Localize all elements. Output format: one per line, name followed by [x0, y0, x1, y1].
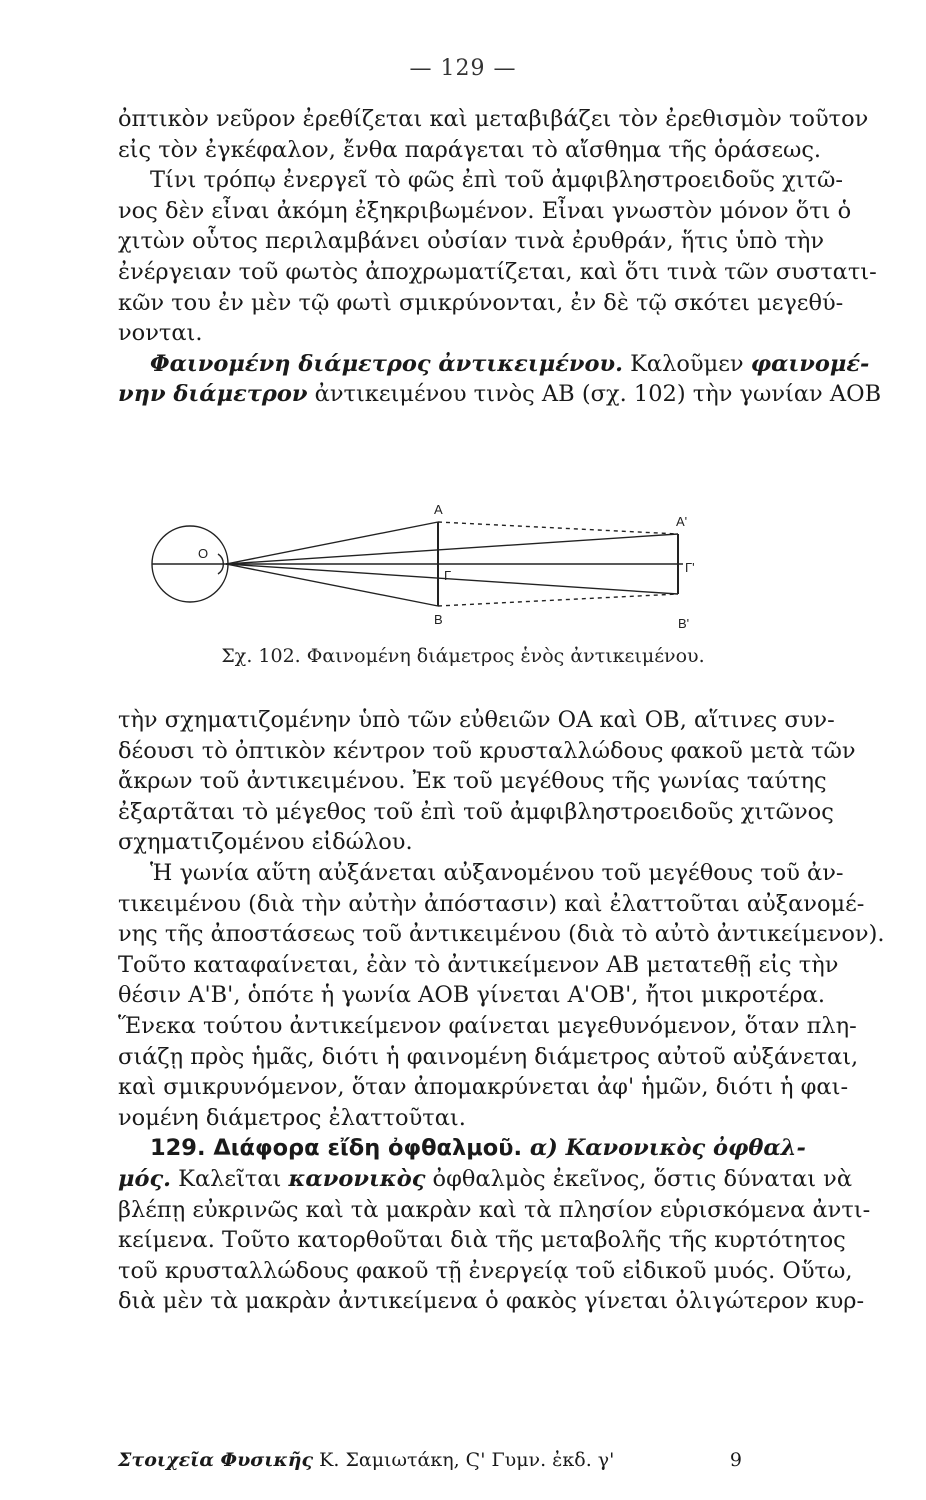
subsection-title-cont: μός. [118, 1165, 172, 1192]
text-block-bottom [118, 705, 885, 1317]
ray-oa2 [226, 534, 678, 564]
subsection-title: α) Κανονικὸς ὀφθαλ- [522, 1135, 806, 1162]
text-run: ὀφθαλμὸς ἐκεῖνος, ὅστις δύναται νὰ [425, 1165, 853, 1192]
text-line [118, 1164, 853, 1195]
ray-ob2 [226, 564, 678, 594]
figure-caption: Σχ. 102. Φαινομένη διάμετρος ἑνὸς ἀντικειμένου. [221, 645, 705, 667]
text-line: ἐνέργειαν τοῦ φωτὸς ἀποχρωματίζεται, καὶ ὅτι τινὰ τῶν συστατι- [118, 258, 877, 285]
text-line [118, 379, 882, 410]
term: κανονικὸς [288, 1165, 426, 1192]
text-run: ἀντικειμένου τινὸς ΑΒ (σχ. 102) τὴν γωνίαν ΑΟΒ [307, 381, 882, 408]
text-line: ἄκρων τοῦ ἀντικειμένου. Ἐκ τοῦ μεγέθους τῆς γωνίας ταύτης [118, 768, 827, 795]
term: φαινομέ- [750, 350, 870, 377]
label-g: Γ [444, 568, 452, 583]
signature-mark: 9 [729, 1449, 742, 1471]
footer-info: Κ. Σαμιωτάκη, Ϛ' Γυμν. ἐκδ. γ' [313, 1449, 615, 1471]
text-line: κείμενα. Τοῦτο κατορθοῦται διὰ τῆς μεταβολῆς τῆς κυρτότητος [118, 1227, 846, 1254]
text-line: διὰ μὲν τὰ μακρὰν ἀντικείμενα ὁ φακὸς γίνεται ὀλιγώτερον κυρ- [118, 1288, 865, 1315]
text-line: εἰς τὸν ἐγκέφαλον, ἔνθα παράγεται τὸ αἴσθημα τῆς ὁράσεως. [118, 136, 822, 163]
text-line: Ἡ γωνία αὕτη αὐξάνεται αὐξανομένου τοῦ μεγέθους τοῦ ἀν- [150, 859, 844, 886]
text-run: Καλοῦμεν [622, 350, 751, 377]
section-title: Διάφορα εἴδη ὀφθαλμοῦ. [205, 1135, 523, 1162]
text-run: Καλεῖται [171, 1165, 289, 1192]
page-number: — 129 — [409, 56, 517, 81]
label-a: A [434, 502, 443, 517]
diagram-fig-102 [118, 500, 798, 640]
text-line: νονται. [118, 320, 203, 347]
text-line: βλέπῃ εὐκρινῶς καὶ τὰ μακρὰν καὶ τὰ πλησίον εὑρισκόμενα ἀντι- [118, 1196, 871, 1223]
text-block-top [118, 104, 882, 410]
section-heading: Φαινομένη διάμετρος ἀντικειμένου. [150, 350, 623, 377]
text-line: νης τῆς ἀποστάσεως τοῦ ἀντικειμένου (διὰ τὸ αὐτὸ ἀντικείμενον). [118, 921, 885, 948]
section-number: 129. [150, 1135, 206, 1162]
text-line: τικειμένου (διὰ τὴν αὐτὴν ἀπόστασιν) καὶ ἐλαττοῦται αὐξανομέ- [118, 890, 865, 917]
label-a2: A' [676, 514, 688, 529]
ray-ob [226, 564, 438, 606]
section-129-heading [118, 1133, 806, 1164]
text-line: νομένη διάμετρος ἐλαττοῦται. [118, 1104, 466, 1131]
text-line: σιάζῃ πρὸς ἡμᾶς, διότι ἡ φαινομένη διάμετρος αὐτοῦ αὐξάνεται, [118, 1043, 859, 1070]
label-o: O [198, 546, 209, 561]
label-b2: B' [678, 616, 690, 631]
text-line: καὶ σμικρυνόμενον, ὅταν ἀπομακρύνεται ἀφ' ἡμῶν, διότι ἡ φαι- [118, 1074, 849, 1101]
text-line: τοῦ κρυσταλλώδους φακοῦ τῇ ἐνεργείᾳ τοῦ εἰδικοῦ μυός. Οὕτω, [118, 1257, 853, 1284]
text-line: ὀπτικὸν νεῦρον ἐρεθίζεται καὶ μεταβιβάζει τὸν ἐρεθισμὸν τοῦτον [118, 106, 869, 132]
text-line: θέσιν Α'Β', ὁπότε ἡ γωνία ΑΟΒ γίνεται Α'ΟΒ', ἤτοι μικροτέρα. [118, 982, 825, 1009]
text-line: Τίνι τρόπῳ ἐνεργεῖ τὸ φῶς ἐπὶ τοῦ ἀμφιβληστροειδοῦς χιτῶ- [150, 167, 843, 194]
dash-bottom [438, 594, 678, 606]
text-line: χιτὼν οὗτος περιλαμβάνει οὐσίαν τινὰ ἐρυθράν, ἥτις ὑπὸ τὴν [118, 228, 825, 255]
text-line: τὴν σχηματιζομένην ὑπὸ τῶν εὐθειῶν ΟΑ καὶ ΟΒ, αἵτινες συν- [118, 707, 835, 733]
text-line: κῶν του ἐν μὲν τῷ φωτὶ σμικρύνονται, ἐν δὲ τῷ σκότει μεγεθύ- [118, 289, 844, 316]
text-line: δέουσι τὸ ὀπτικὸν κέντρον τοῦ κρυσταλλώδους φακοῦ μετὰ τῶν [118, 737, 856, 764]
text-line: ἐξαρτᾶται τὸ μέγεθος τοῦ ἐπὶ τοῦ ἀμφιβληστροειδοῦς χιτῶνος [118, 798, 834, 825]
ray-oa [226, 522, 438, 564]
book-title: Στοιχεῖα Φυσικῆς [118, 1449, 314, 1471]
term: νην διάμετρον [118, 381, 308, 408]
label-g2: Γ' [685, 560, 695, 575]
page-footer [118, 1449, 798, 1471]
label-b: B [434, 612, 443, 627]
text-line: νος δὲν εἶναι ἀκόμη ἐξηκριβωμένον. Εἶναι γνωστὸν μόνον ὅτι ὁ [118, 197, 852, 224]
text-line: Ἕνεκα τούτου ἀντικείμενον φαίνεται μεγεθυνόμενον, ὅταν πλη- [118, 1012, 857, 1039]
section-heading-line [118, 349, 870, 380]
text-line: Τοῦτο καταφαίνεται, ἐὰν τὸ ἀντικείμενον ΑΒ μετατεθῇ εἰς τὴν [118, 951, 839, 978]
dash-top [438, 522, 678, 534]
text-line: σχηματιζομένου εἰδώλου. [118, 829, 413, 856]
